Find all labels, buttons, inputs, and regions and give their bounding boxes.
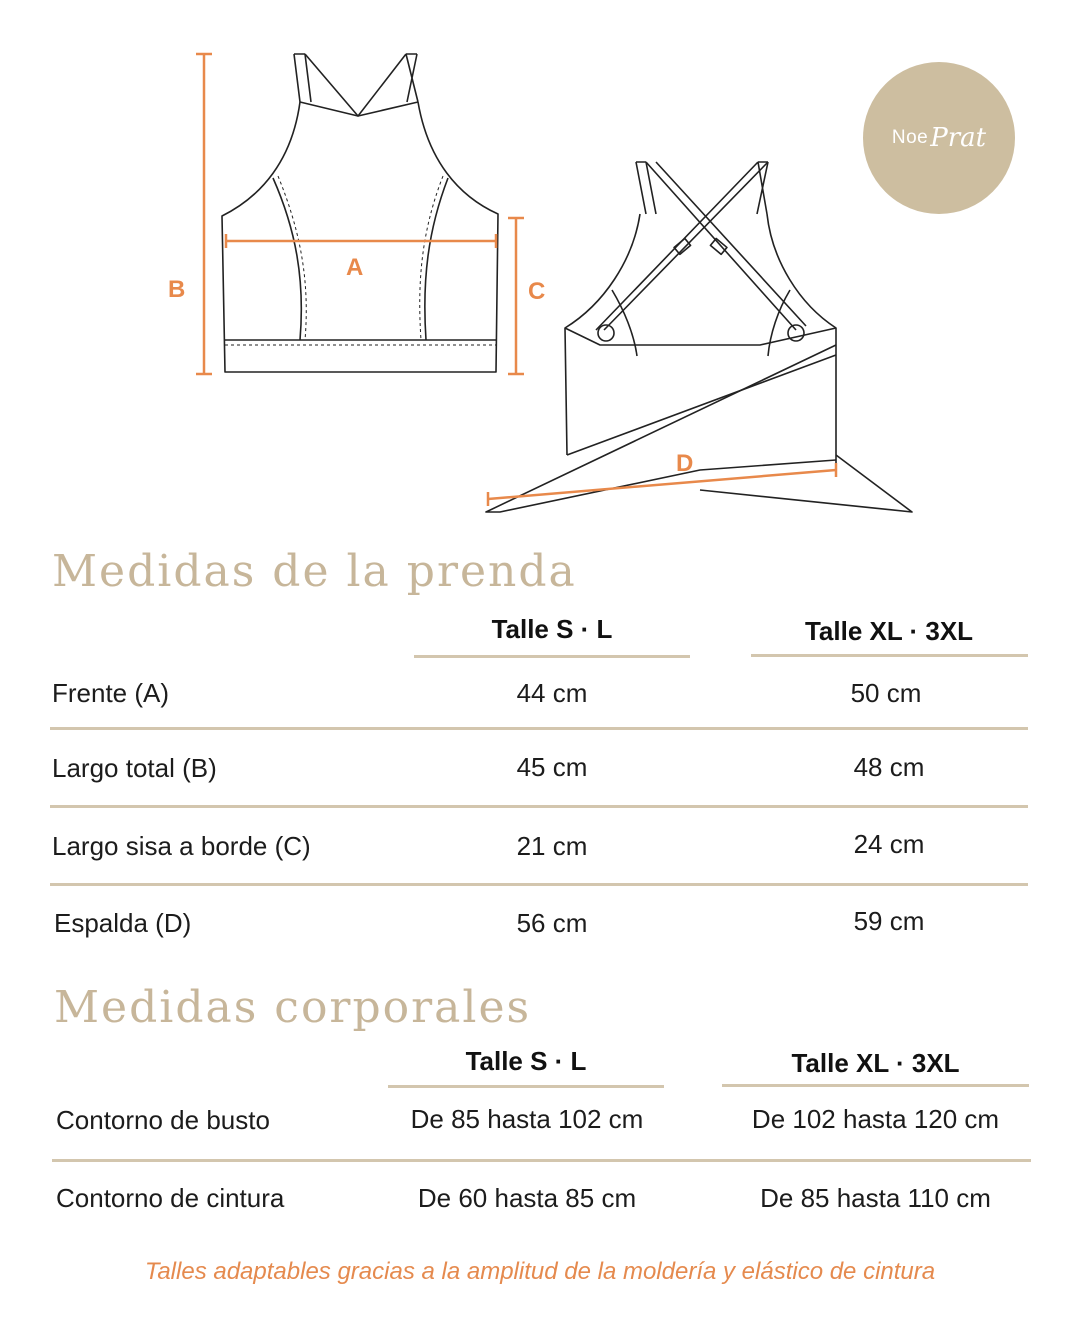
back-outline: [565, 214, 640, 455]
body-row-label: Contorno de busto: [56, 1105, 270, 1135]
garment-value: 44 cm: [516, 678, 588, 708]
front-outline: [222, 102, 498, 372]
garment-col-underline: [751, 654, 1028, 657]
brand-second: Prat: [930, 123, 987, 153]
brand-logo: [863, 62, 1015, 214]
body-value: De 102 hasta 120 cm: [751, 1104, 1000, 1134]
garment-value: 24 cm: [853, 829, 925, 859]
garment-value: 48 cm: [853, 752, 925, 782]
measure-b-label: B: [168, 276, 186, 303]
garment-row-label: Largo total (B): [52, 753, 217, 783]
back-wrap-panel: [486, 345, 836, 512]
garment-section-title: Medidas de la prenda: [52, 546, 577, 597]
body-col-underline: [722, 1084, 1029, 1087]
front-strap-right: [406, 54, 418, 102]
garment-row-label: Largo sisa a borde (C): [52, 831, 311, 861]
body-value: De 85 hasta 110 cm: [760, 1183, 991, 1213]
front-strap-left: [294, 54, 311, 102]
footnote: Talles adaptables gracias a la amplitud de la moldería y elástico de cintura: [144, 1258, 936, 1285]
body-value: De 85 hasta 102 cm: [410, 1104, 644, 1134]
garment-value: 21 cm: [516, 831, 588, 861]
garment-row-label: Espalda (D): [54, 908, 192, 938]
garment-col-s-l: Talle S · L: [491, 614, 613, 644]
measure-d-label: D: [676, 450, 694, 477]
body-value: De 60 hasta 85 cm: [417, 1183, 637, 1213]
garment-value: 45 cm: [516, 752, 588, 782]
measure-a-label: A: [346, 254, 364, 281]
body-col-s-l: Talle S · L: [465, 1046, 587, 1076]
garment-row-label: Frente (A): [52, 678, 170, 708]
garment-col-underline: [414, 655, 690, 658]
back-wrap-top: [565, 328, 836, 345]
row-divider: [50, 805, 1028, 808]
garment-value: 59 cm: [853, 906, 925, 936]
body-col-underline: [388, 1085, 664, 1088]
measure-d-line: [488, 470, 836, 499]
measure-c-label: C: [528, 278, 546, 305]
row-divider: [50, 727, 1028, 730]
garment-value: 50 cm: [850, 678, 922, 708]
row-divider: [50, 883, 1028, 886]
garment-value: 56 cm: [516, 908, 588, 938]
front-seam-right: [425, 178, 448, 340]
back-strap-b: [757, 162, 768, 214]
body-row-label: Contorno de cintura: [56, 1183, 285, 1213]
body-col-xl-3xl: Talle XL · 3XL: [791, 1048, 960, 1078]
body-section-title: Medidas corporales: [54, 982, 532, 1033]
row-divider: [52, 1159, 1031, 1162]
garment-col-xl-3xl: Talle XL · 3XL: [804, 616, 974, 646]
brand-first: Noe: [891, 127, 929, 148]
front-seam-left: [273, 178, 301, 340]
